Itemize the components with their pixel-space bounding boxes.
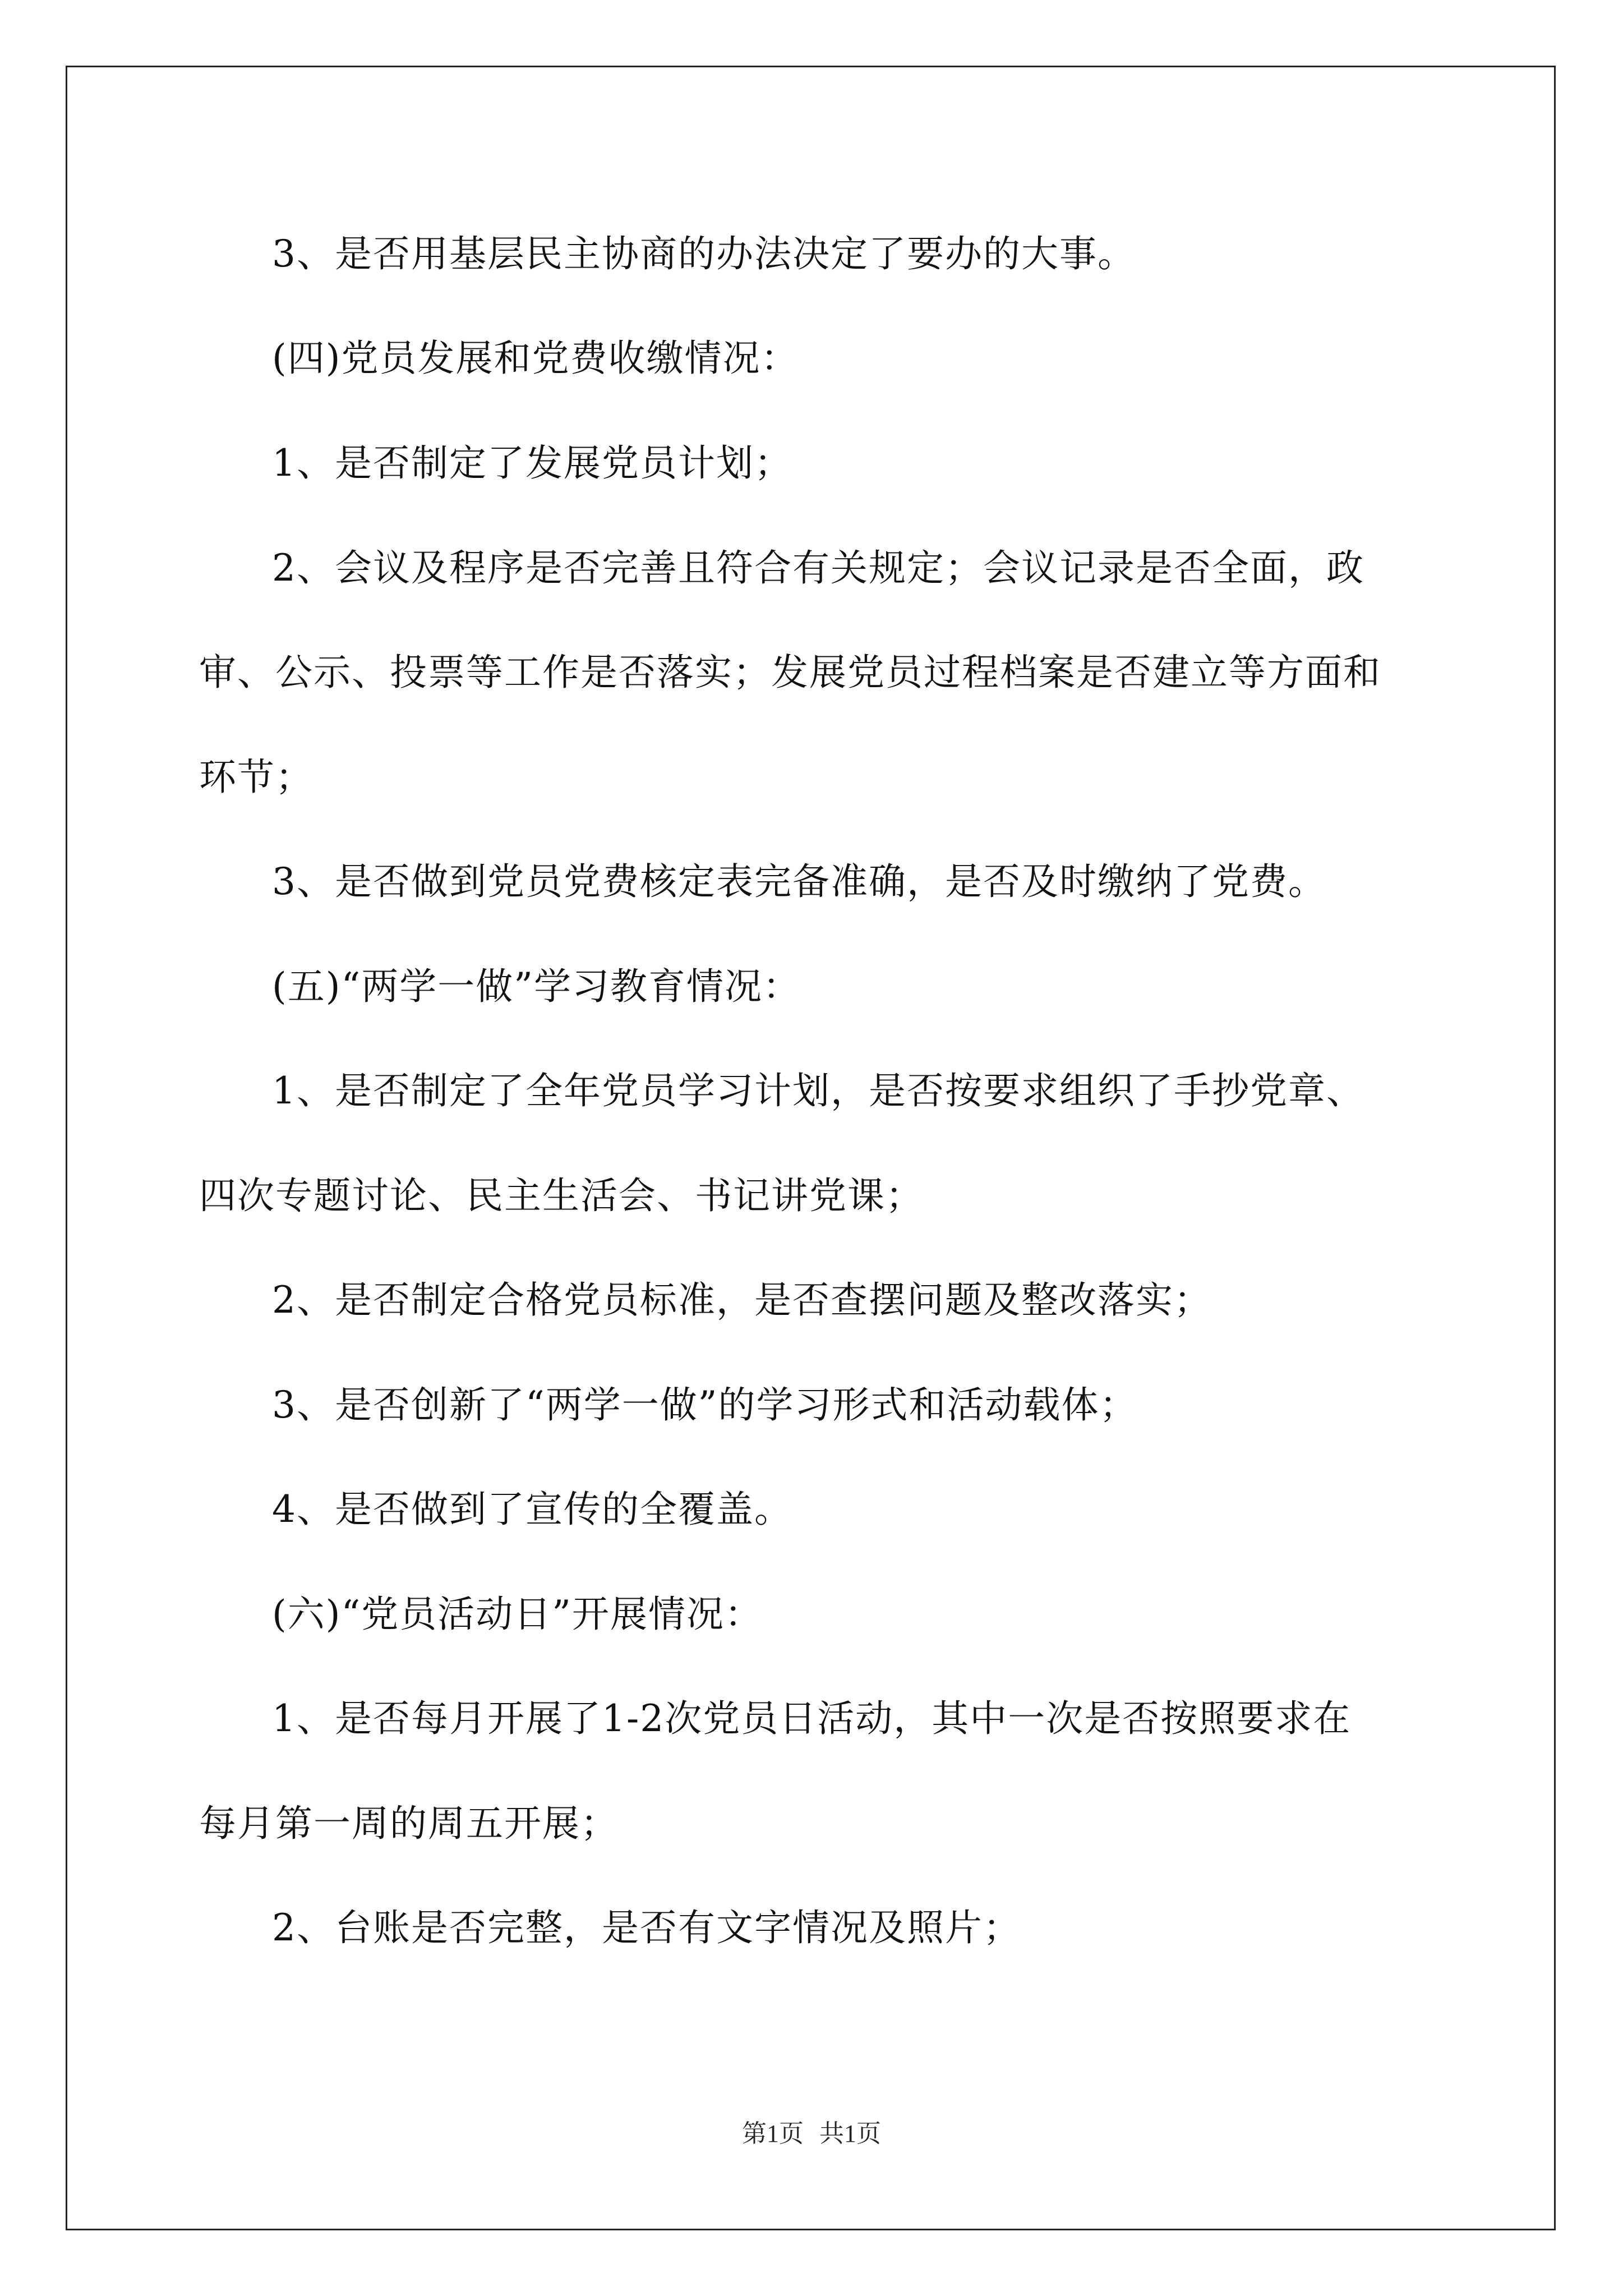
paragraph-continuation: 四次专题讨论、民主生活会、书记讲党课；	[199, 1174, 924, 1217]
paragraph-continuation: 审、公示、投票等工作是否落实；发展党员过程档案是否建立等方面和	[199, 651, 1381, 694]
paragraph-continuation: 每月第一周的周五开展；	[199, 1802, 619, 1845]
page-number-total: 共1页	[819, 2120, 881, 2147]
page-footer	[0, 2122, 1623, 2146]
paragraph: 1、是否每月开展了1-2次党员日活动，其中一次是否按照要求在	[272, 1697, 1352, 1740]
paragraph: 3、是否创新了“两学一做”的学习形式和活动载体；	[272, 1383, 1138, 1427]
section-heading: (五)“两学一做”学习教育情况：	[272, 965, 801, 1008]
section-heading: (六)“党员活动日”开展情况：	[272, 1593, 763, 1636]
paragraph: 1、是否制定了全年党员学习计划，是否按要求组织了手抄党章、	[272, 1069, 1364, 1112]
paragraph: 2、台账是否完整，是否有文字情况及照片；	[272, 1906, 1021, 1949]
paragraph: 4、是否做到了宣传的全覆盖。	[272, 1488, 792, 1531]
page-number-current: 第1页	[742, 2120, 804, 2147]
paragraph: 2、是否制定合格党员标准，是否查摆问题及整改落实；	[272, 1278, 1212, 1322]
paragraph-continuation: 环节；	[199, 756, 313, 799]
paragraph: 1、是否制定了发展党员计划；	[272, 441, 792, 485]
paragraph: 2、会议及程序是否完善且符合有关规定；会议记录是否全面，政	[272, 546, 1364, 590]
paragraph: 3、是否用基层民主协商的办法决定了要办的大事。	[272, 232, 1136, 275]
paragraph: 3、是否做到党员党费核定表完备准确，是否及时缴纳了党费。	[272, 860, 1326, 903]
section-heading: (四)党员发展和党费收缴情况：	[272, 337, 799, 380]
